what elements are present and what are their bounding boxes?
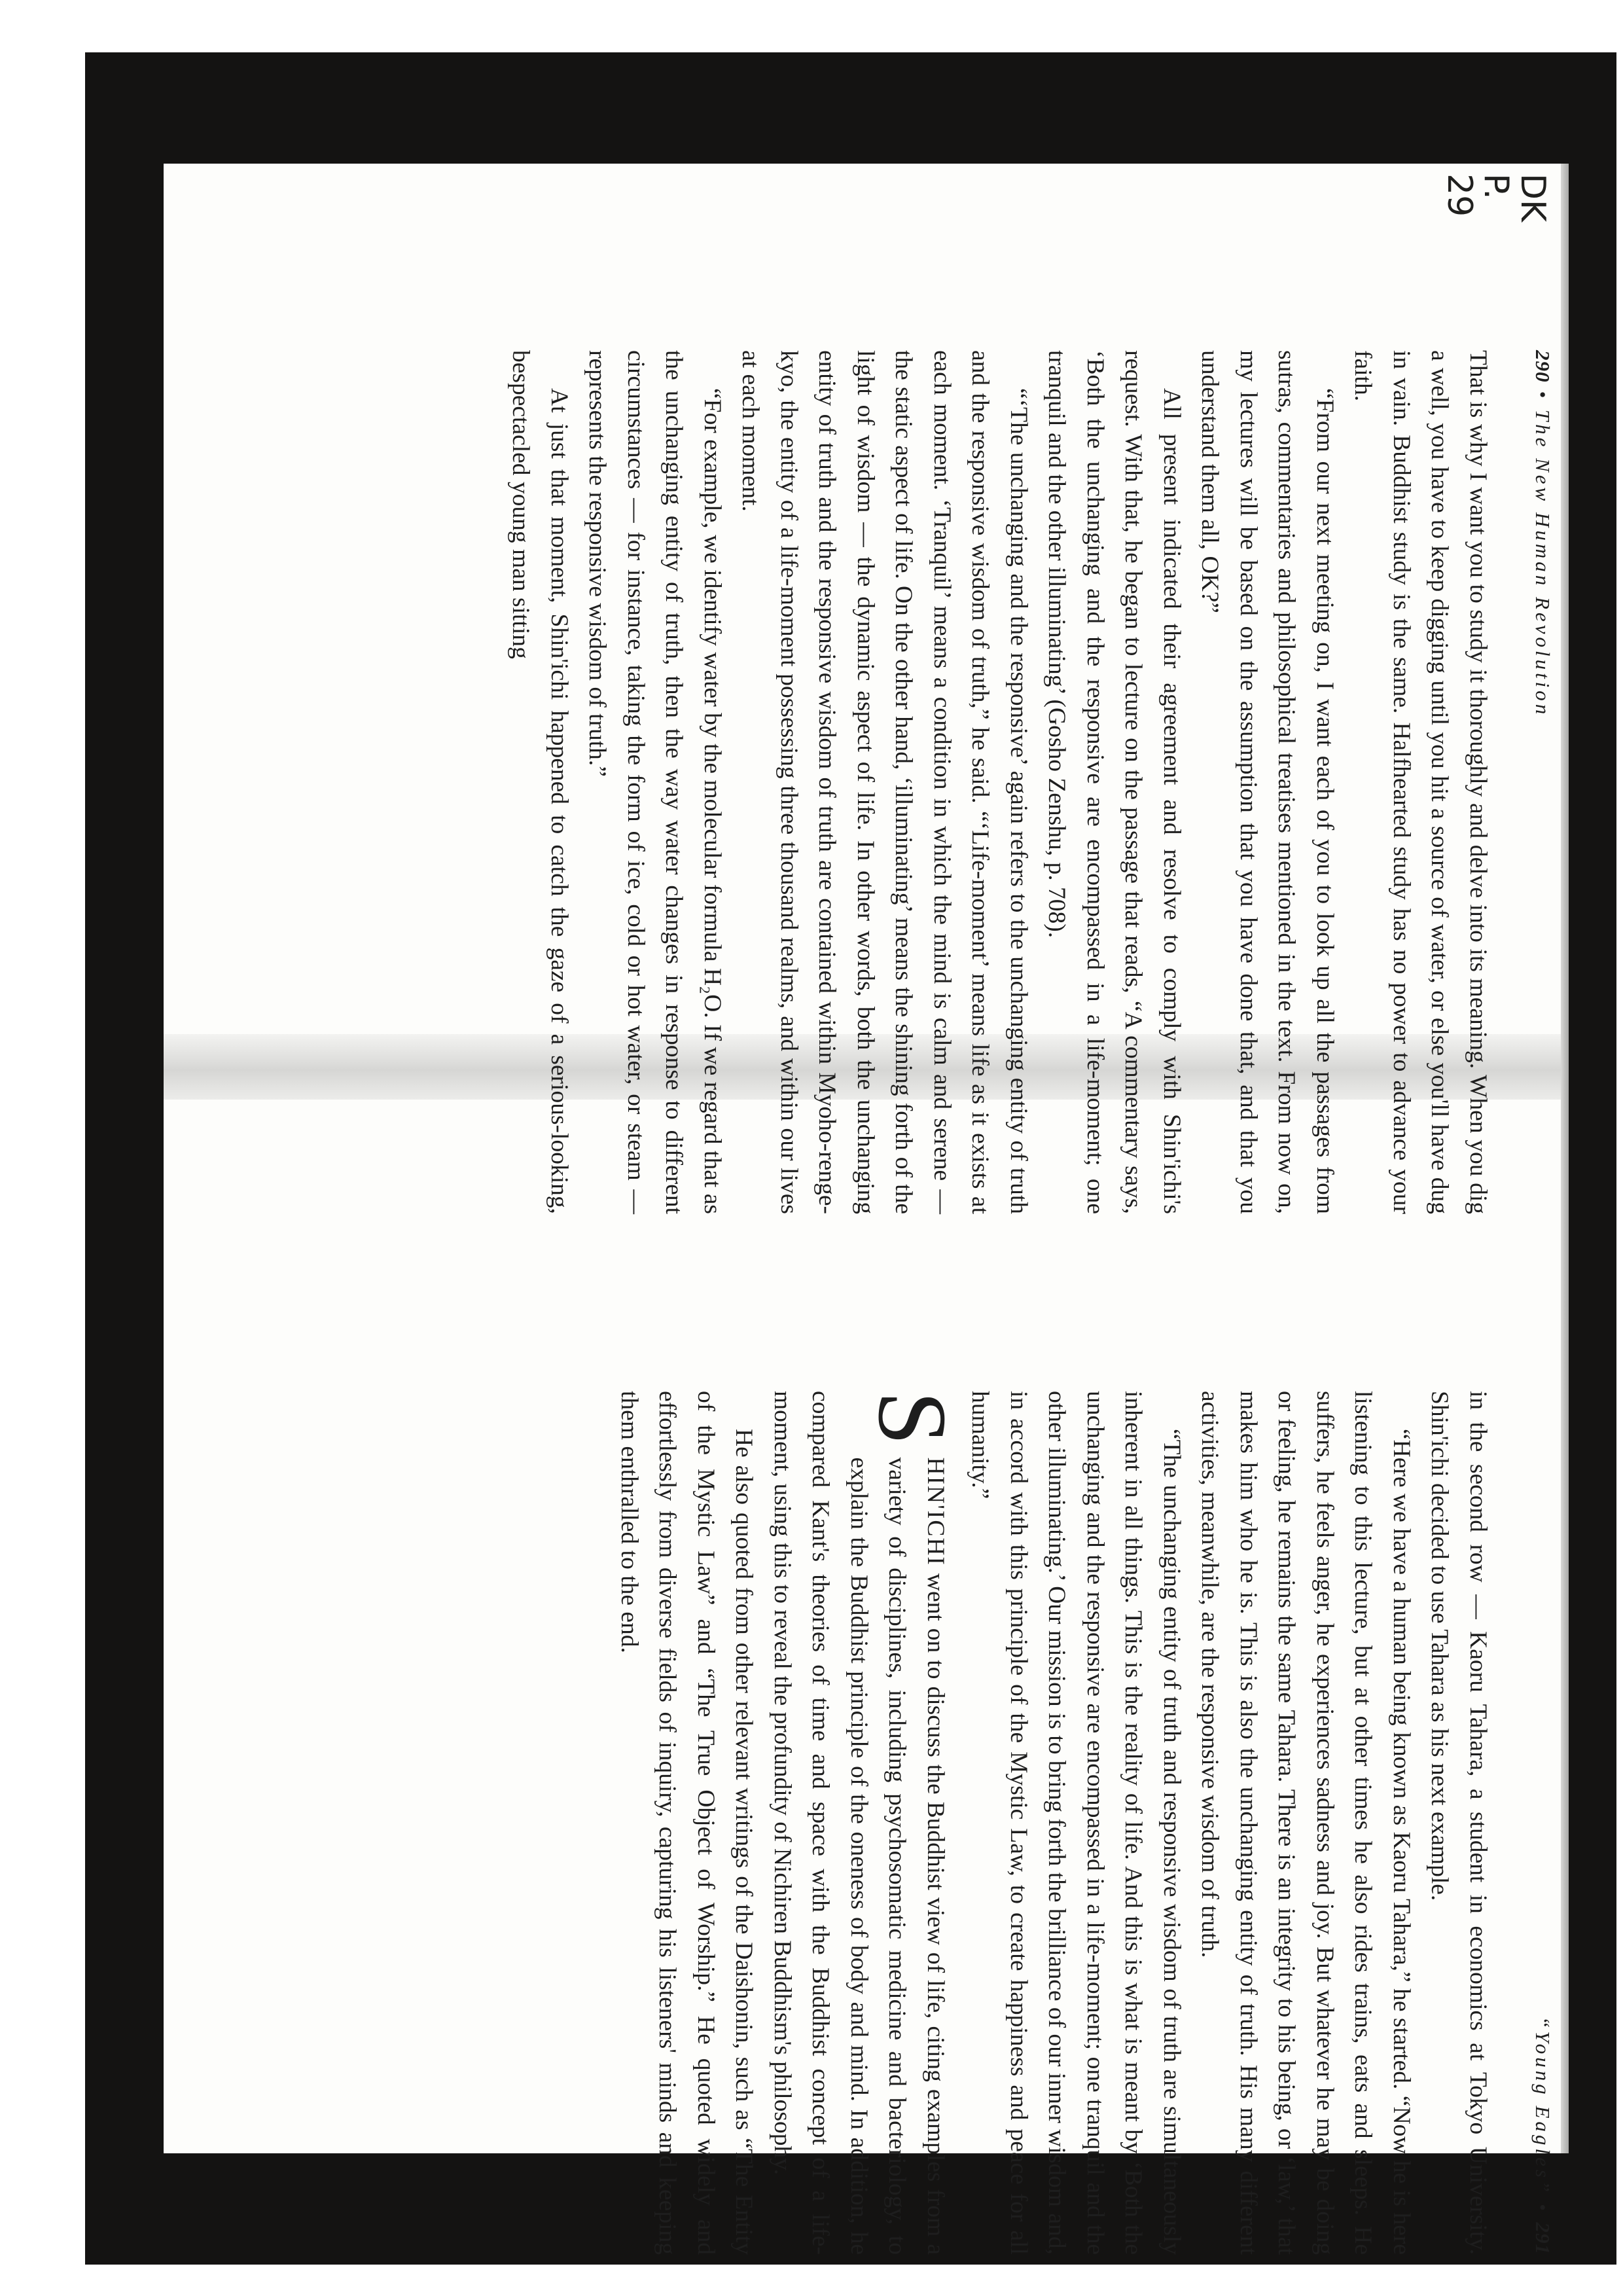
- paragraph: “The unchanging entity of truth and responsive wisdom of truth are simultaneously inherent in all things. This is the reality of life. And this is what is meant by ‘Both the unchanging and the responsive are encompassed in a life-moment; one tranquil and the other illuminating.’ Our mission is to bring forth the brilliance of our inner wisdom and, in accord with this principle of the Mystic Law, to create happiness and peace for all humanity.”: [967, 1391, 1185, 2255]
- drop-cap: S: [858, 1391, 967, 1446]
- section-first-paragraph: [763, 1391, 967, 2255]
- running-title: “Young Eagles”: [1531, 2017, 1554, 2196]
- running-head-right: [1528, 1391, 1554, 2255]
- paragraph: At just that moment, Shin'ichi happened to catch the gaze of a serious-looking, bespectacled young man sitting: [507, 350, 573, 1214]
- paragraph: “Here we have a human being known as Kaoru Tahara,” he started. “Now he is here listening to this lecture, but at other times he also rides trains, eats and sleeps. He suffers, he feels anger, he experiences sadness and joy. But whatever he may be doing or feeling, he remains the same Tahara. There is an integrity to his being, or ‘law,’ that makes him who he is. This is also the unchanging entity of truth. His many different activities, meanwhile, are the responsive wisdom of truth.: [1196, 1391, 1415, 2255]
- paragraph: He also quoted from other relevant writings of the Daishonin, such as “The Entity of the Mystic Law” and “The True Object of Worship.” He quoted widely and effortlessly from diverse fields of inquiry, capturing his listeners' minds and keeping them enthralled to the end.: [616, 1391, 758, 2255]
- page-body: [501, 350, 1497, 1214]
- page-number: 290: [1531, 350, 1554, 383]
- section-first-word: HIN'ICHI: [922, 1457, 949, 1566]
- left-page: [213, 350, 1554, 1214]
- page-body: [610, 1391, 1497, 2255]
- annotation-line: 29: [1440, 173, 1479, 217]
- handwritten-annotation: [1440, 173, 1551, 285]
- page-number: 291: [1531, 2222, 1554, 2255]
- paragraph: “From our next meeting on, I want each of you to look up all the passages from sutras, commentaries and philosophical treatises mentioned in the text. From now on, my lectures will be based on the assumption that you have done that, and that you understand them all, OK?”: [1196, 350, 1338, 1214]
- separator-dot: •: [1531, 2203, 1554, 2214]
- section-opening: [763, 1391, 967, 2255]
- paragraph: “For example, we identify water by the molecular formula H₂O. If we regard that as the unchanging entity of truth, then the way water changes in response to different circumstances — for instance, taking the form of ice, cold or hot water, or steam — represents the responsive wisdom of truth.”: [584, 350, 726, 1214]
- annotation-line: P.: [1476, 173, 1516, 200]
- paragraph: “‘The unchanging and the responsive’ again refers to the unchanging entity of truth and the responsive wisdom of truth,” he said. “‘Life-moment’ means life as it exists at each moment. ‘Tranquil’ means a condition in which the mind is calm and serene — the static aspect of life. On the other hand, ‘illuminating’ means the shining forth of the light of wisdom — the dynamic aspect of life. In other words, both the unchanging entity of truth and the responsive wisdom of truth are contained within Myoho-renge-kyo, the entity of a life-moment possessing three thousand realms, and within our lives at each moment.: [737, 350, 1032, 1214]
- paragraph: All present indicated their agreement and resolve to comply with Shin'ichi's request. With that, he began to lecture on the passage that reads, “A commentary says, ‘Both the unchanging and the responsive are encompassed in a life-moment; one tranquil and the other illuminating’ (Gosho Zenshu, p. 708).: [1043, 350, 1185, 1214]
- running-head-left: [1528, 350, 1554, 1214]
- paragraph: in the second row — Kaoru Tahara, a student in economics at Tokyo University. Shin'ichi decided to use Tahara as his next example.: [1426, 1391, 1491, 2255]
- right-page: [213, 1391, 1554, 2255]
- separator-dot: •: [1531, 391, 1554, 402]
- paragraph: That is why I want you to study it thoroughly and delve into its meaning. When you dig a well, you have to keep digging until you hit a source of water, or else you'll have dug in vain. Buddhist study is the same. Halfhearted study has no power to advance your faith.: [1349, 350, 1491, 1214]
- page-edge: [1561, 164, 1569, 2153]
- running-title: The New Human Revolution: [1531, 409, 1554, 718]
- section-first-rest: went on to discuss the Buddhist view of life, citing examples from a variety of disciplines, including psychosomatic medicine and bacteriology, to explain the Buddhist principle of the oneness of body and mind. In addition, he compared Kant's theories of time and space with the Buddhist concept of a life-moment, using this to reveal the profundity of Nichiren Buddhism's philosophy.: [769, 1391, 949, 2255]
- annotation-line: DK: [1513, 173, 1552, 223]
